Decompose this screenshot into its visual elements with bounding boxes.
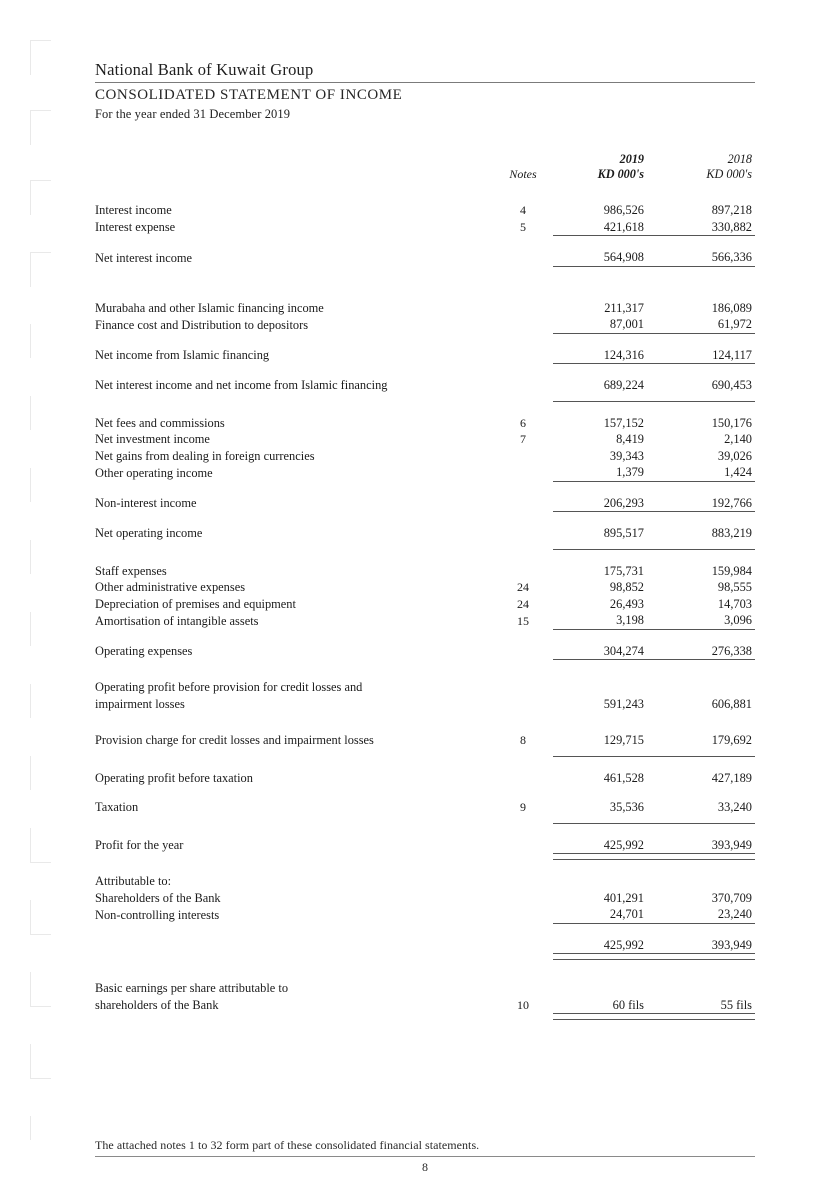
row-note <box>493 347 553 364</box>
row-label: Taxation <box>95 800 139 814</box>
row-value-2019: 591,243 <box>603 696 644 711</box>
row-label: Interest income <box>95 203 172 217</box>
header-divider <box>95 82 755 83</box>
row-label: Other administrative expenses <box>95 580 246 594</box>
row-value-2018: 23,240 <box>717 907 752 921</box>
table-row <box>95 563 755 580</box>
scan-margin-artifacts <box>0 0 80 1198</box>
statement-period: For the year ended 31 December 2019 <box>95 107 291 121</box>
row-note: 5 <box>520 220 526 234</box>
margin-mark <box>30 972 51 1007</box>
table-row <box>95 732 755 749</box>
row-label: Net investment income <box>95 432 210 446</box>
table-header-row <box>95 167 755 182</box>
margin-mark <box>30 324 51 358</box>
row-value-2018: 393,949 <box>711 937 752 952</box>
row-label <box>95 937 493 954</box>
row-label: Net income from Islamic financing <box>95 348 270 362</box>
row-value-2018: 39,026 <box>717 448 752 463</box>
row-value-2019: 98,852 <box>609 580 644 594</box>
table-row <box>95 873 755 890</box>
row-value-2018: 330,882 <box>711 219 752 234</box>
row-label: Murabaha and other Islamic financing income <box>95 300 324 315</box>
row-label: Attributable to: <box>95 874 172 888</box>
row-note: 10 <box>517 998 529 1012</box>
row-value-2019: 26,493 <box>609 596 644 611</box>
margin-mark <box>30 900 51 935</box>
margin-mark <box>30 540 51 574</box>
table-row <box>95 495 755 512</box>
row-label: Finance cost and Distribution to depositors <box>95 317 309 332</box>
row-note <box>493 448 553 465</box>
table-row <box>95 643 755 660</box>
document-header <box>95 60 755 122</box>
row-label: Staff expenses <box>95 563 167 578</box>
table-row <box>95 770 755 787</box>
row-note <box>493 696 553 713</box>
row-note <box>493 890 553 907</box>
row-note <box>493 300 553 317</box>
row-label: Profit for the year <box>95 838 184 852</box>
row-label: Non-interest income <box>95 496 197 510</box>
row-note: 15 <box>517 613 529 628</box>
row-note <box>493 525 553 542</box>
table-row-continued <box>95 997 755 1014</box>
table-row <box>95 937 755 954</box>
row-value-2018: 98,555 <box>717 580 752 594</box>
row-value-2018: 393,949 <box>711 837 752 852</box>
margin-mark <box>30 252 51 287</box>
year2-header: 2018 <box>727 152 752 166</box>
row-note: 9 <box>520 800 526 814</box>
margin-mark <box>30 110 51 145</box>
table-row <box>95 300 755 317</box>
row-label: Amortisation of intangible assets <box>95 613 259 628</box>
row-value-2019: 421,618 <box>603 219 644 234</box>
row-label: Non-controlling interests <box>95 907 220 922</box>
row-value-2018: 897,218 <box>711 203 752 217</box>
table-row-continued <box>95 696 755 713</box>
row-value-2018: 883,219 <box>711 526 752 540</box>
row-label: Interest expense <box>95 220 176 234</box>
row-value-2018: 3,096 <box>724 613 752 627</box>
row-value-2018: 276,338 <box>711 643 752 658</box>
row-value-2019: 35,536 <box>609 800 644 814</box>
row-note: 7 <box>520 432 526 446</box>
row-note <box>493 377 553 394</box>
row-value-2018: 690,453 <box>711 378 752 392</box>
row-value-2019: 87,001 <box>609 317 644 331</box>
row-value-2019: 304,274 <box>603 643 644 658</box>
year2-units-header: KD 000's <box>706 167 752 181</box>
row-value-2019: 1,379 <box>616 465 644 479</box>
row-value-2019: 24,701 <box>609 907 644 921</box>
row-note: 4 <box>520 203 526 217</box>
year1-header: 2019 <box>619 152 644 166</box>
margin-mark <box>30 756 51 790</box>
row-value-2019: 425,992 <box>603 937 644 952</box>
table-row <box>95 464 755 481</box>
row-note: 24 <box>517 596 529 611</box>
margin-mark <box>30 40 51 75</box>
table-row <box>95 906 755 923</box>
margin-mark <box>30 180 51 215</box>
row-note <box>493 937 553 954</box>
table-row <box>95 799 755 816</box>
row-value-2018: 370,709 <box>711 890 752 905</box>
table-row <box>95 316 755 333</box>
row-note <box>493 643 553 660</box>
table-row <box>95 219 755 236</box>
table-row <box>95 679 755 696</box>
table-row <box>95 415 755 432</box>
table-row <box>95 890 755 907</box>
row-note <box>493 770 553 787</box>
table-row <box>95 347 755 364</box>
row-label: Basic earnings per share attributable to <box>95 981 289 995</box>
row-value-2019: 461,528 <box>603 770 644 785</box>
row-value-2018: 2,140 <box>724 432 752 446</box>
row-value-2019: 211,317 <box>604 300 644 315</box>
row-value-2019: 129,715 <box>603 733 644 747</box>
table-row <box>95 596 755 613</box>
table-row <box>95 612 755 629</box>
page-footer <box>95 1138 755 1175</box>
page-number: 8 <box>422 1160 428 1174</box>
row-value-2019: 60 fils <box>612 997 644 1012</box>
row-value-2018: 606,881 <box>711 696 752 711</box>
row-value-2019: 157,152 <box>603 415 644 430</box>
margin-mark <box>30 828 51 863</box>
margin-mark <box>30 468 51 502</box>
margin-mark <box>30 684 51 718</box>
row-value-2018: 159,984 <box>711 563 752 578</box>
grand-total-rule <box>95 1014 755 1020</box>
table-row <box>95 579 755 596</box>
row-value-2018: 14,703 <box>717 596 752 611</box>
row-value-2019: 39,343 <box>609 448 644 463</box>
row-value-2019: 986,526 <box>603 203 644 217</box>
notes-header: Notes <box>509 167 537 181</box>
row-label: Net interest income and net income from Islamic financing <box>95 378 388 392</box>
table-row <box>95 249 755 266</box>
row-label: Other operating income <box>95 465 213 480</box>
row-value-2019: 689,224 <box>603 378 644 392</box>
row-value-2019: 564,908 <box>603 250 644 264</box>
document-content <box>95 60 755 1020</box>
table-row <box>95 980 755 997</box>
table-row <box>95 431 755 448</box>
row-note <box>493 837 553 854</box>
row-value-2018: 566,336 <box>711 250 752 264</box>
row-value-2019: 8,419 <box>616 432 644 446</box>
row-note <box>493 906 553 923</box>
row-label: Net fees and commissions <box>95 415 225 430</box>
margin-mark <box>30 612 51 646</box>
row-value-2018: 150,176 <box>711 415 752 430</box>
table-row <box>95 837 755 854</box>
row-label: Operating profit before provision for credit losses and <box>95 680 363 694</box>
row-value-2019: 3,198 <box>616 613 644 627</box>
statement-title: CONSOLIDATED STATEMENT OF INCOME <box>95 87 403 103</box>
row-value-2018: 55 fils <box>720 997 752 1012</box>
footer-note: The attached notes 1 to 32 form part of these consolidated financial statements. <box>95 1138 480 1152</box>
table-row <box>95 377 755 394</box>
row-note <box>493 464 553 481</box>
row-value-2019: 206,293 <box>603 495 644 510</box>
row-value-2019: 895,517 <box>603 526 644 540</box>
income-statement-table <box>95 152 755 1020</box>
row-note <box>493 495 553 512</box>
row-value-2019: 401,291 <box>603 890 644 905</box>
table-row <box>95 202 755 219</box>
row-value-2018: 33,240 <box>717 800 752 814</box>
row-label: Operating profit before taxation <box>95 770 253 785</box>
margin-mark <box>30 1116 51 1140</box>
margin-mark <box>30 396 51 430</box>
bank-name: National Bank of Kuwait Group <box>95 60 314 79</box>
row-label: Provision charge for credit losses and impairment losses <box>95 733 374 747</box>
row-value-2018: 427,189 <box>711 770 752 785</box>
row-value-2019: 124,316 <box>603 347 644 362</box>
row-label-line2: shareholders of the Bank <box>95 998 219 1012</box>
row-value-2018: 179,692 <box>711 733 752 747</box>
row-label: Net operating income <box>95 526 203 540</box>
table-row <box>95 525 755 542</box>
row-note: 8 <box>520 733 526 747</box>
row-value-2018: 186,089 <box>711 300 752 315</box>
year1-units-header: KD 000's <box>597 167 644 181</box>
row-label: Operating expenses <box>95 644 193 658</box>
row-label: Shareholders of the Bank <box>95 890 221 905</box>
row-value-2018: 124,117 <box>712 347 752 362</box>
row-note <box>493 563 553 580</box>
row-value-2019: 425,992 <box>603 837 644 852</box>
row-value-2018: 61,972 <box>717 317 752 331</box>
row-label: Net interest income <box>95 250 193 265</box>
table-header-units-row <box>95 152 755 167</box>
row-value-2018: 192,766 <box>711 495 752 510</box>
row-label: Depreciation of premises and equipment <box>95 596 296 611</box>
table-row <box>95 448 755 465</box>
row-label: Net gains from dealing in foreign currencies <box>95 448 315 463</box>
row-note: 24 <box>517 580 529 594</box>
row-note: 6 <box>520 415 526 430</box>
row-note <box>493 316 553 333</box>
margin-mark <box>30 1044 51 1079</box>
row-value-2018: 1,424 <box>724 465 752 479</box>
row-label-line2: impairment losses <box>95 696 185 711</box>
row-value-2019: 175,731 <box>603 563 644 578</box>
row-note <box>493 249 553 266</box>
